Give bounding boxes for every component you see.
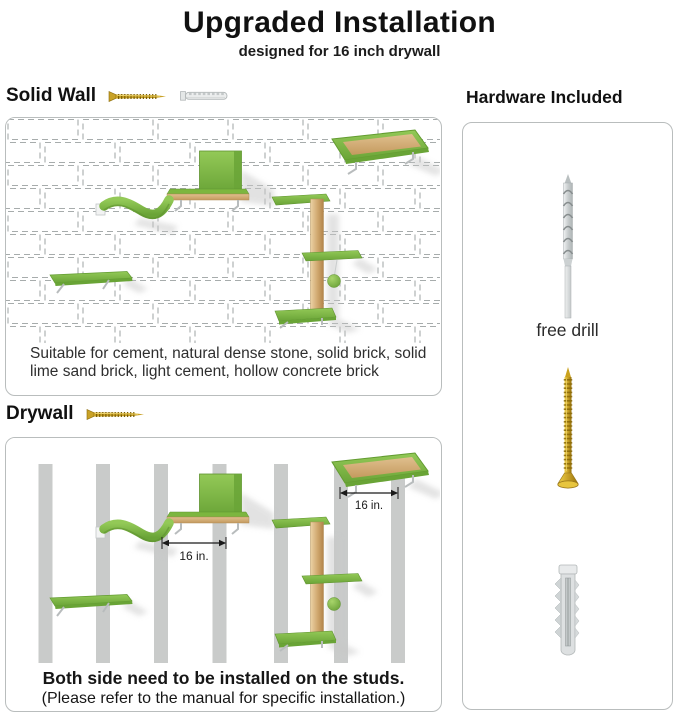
wall-anchor-vertical-icon [548, 564, 588, 664]
solid-wall-panel [5, 117, 442, 396]
drywall-section-heading [6, 403, 146, 425]
hardware-heading: Hardware Included [466, 87, 623, 107]
gold-screw-horizontal-icon [86, 408, 146, 421]
dim-label-cube: 16 in. [179, 549, 209, 563]
free-drill-label: free drill [536, 320, 599, 340]
wall-anchor-horizontal-icon [180, 89, 228, 103]
drywall-caption-note: (Please refer to the manual for specific installation.) [41, 690, 406, 707]
page-title: Upgraded Installation [183, 6, 496, 39]
drywall-illustration [6, 438, 440, 666]
drywall-caption-bold: Both side need to be installed on the studs. [42, 668, 405, 688]
drywall-label: Drywall [6, 403, 74, 424]
drill-bit-icon [550, 173, 586, 319]
solid-wall-section-heading [6, 85, 228, 107]
drywall-caption [6, 668, 441, 708]
drywall-panel [5, 437, 442, 712]
dim-label-shelf: 16 in. [354, 500, 384, 512]
hardware-box [462, 122, 673, 710]
gold-screw-horizontal-icon [108, 90, 168, 103]
solid-wall-illustration [6, 118, 440, 343]
page-subtitle: designed for 16 inch drywall [238, 43, 441, 60]
solid-wall-label: Solid Wall [6, 85, 97, 106]
gold-screw-vertical-icon [551, 367, 585, 493]
solid-wall-caption: Suitable for cement, natural dense stone, solid brick, solid lime sand brick, light cement, hollow concrete brick [30, 345, 427, 380]
